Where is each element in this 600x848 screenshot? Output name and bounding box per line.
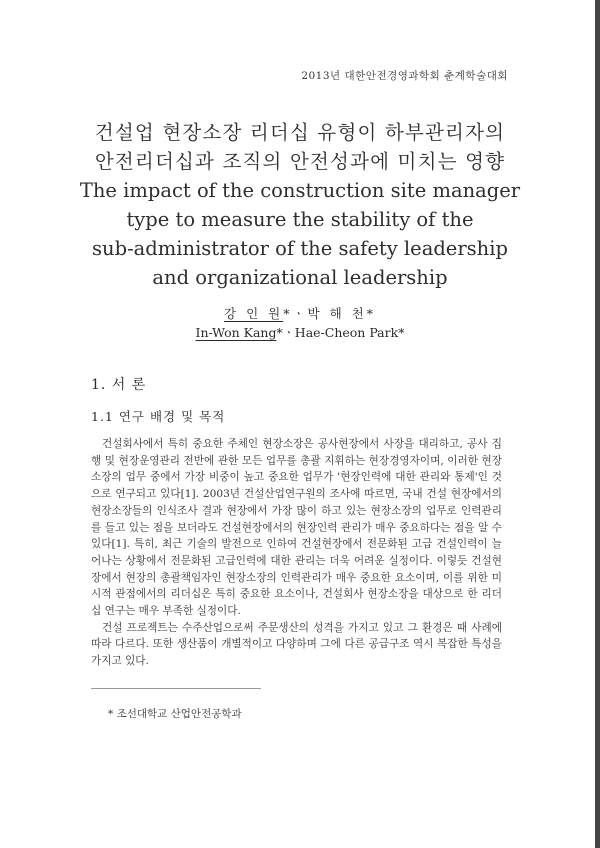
footnote-affiliation: * 조선대학교 산업안전공학과 bbox=[108, 708, 242, 720]
author-en-second: Hae-Cheon Park bbox=[294, 325, 399, 340]
page-edge-bar bbox=[595, 0, 600, 848]
author-ko-mark: * bbox=[366, 306, 376, 321]
author-ko-first: 강 인 원 bbox=[224, 306, 284, 321]
title-en-line-1: The impact of the construction site manager bbox=[79, 179, 521, 202]
author-ko-second: 박 해 천 bbox=[307, 306, 367, 321]
paragraph-1: 건설회사에서 특히 중요한 주체인 현장소장은 공사현장에서 사장을 대리하고, 공사 집행 및 현장운영관리 전반에 관한 모든 업무를 총괄 지휘하는 현장경영자이며, 이러한 현장소장의 업무 중에서 가장 비중이 높고 중요한 업무가 '현장인력에 대한 관리와 통제'인 것으로 연구되고 있다[1]. 2003년 건설산업연구원의 조사에 따르면, 국내 건설 현장에서의 현장소장들의 인식조사 결과 현장에서 가장 많이 하고 있는 현장소장의 업무로 인력관리를 들고 있는 점을 보더라도 건설현장에서의 현장인력 관리가 매우 중요하다는 점을 알 수 있다[1]. 특히, 최근 기술의 발전으로 인하여 건설현장에서 전문화된 고급 건설인력이 늘어나는 상황에서 전문화된 고급인력에 대한 관리는 더욱 어려운 실정이다. 이렇듯 건설현장에서 현장의 총괄책임자인 현장소장의 인력관리가 매우 중요한 요소이며, 이를 위한 미시적 관점에서의 리더십은 특히 중요한 요소이나, 건설회사 현장소장을 대상으로 한 리더십 연구는 매우 부족한 실정이다. bbox=[91, 438, 502, 618]
body-text bbox=[91, 436, 502, 670]
footnote-rule bbox=[91, 688, 261, 689]
title-ko-line-2: 안전리더십과 조직의 안전성과에 미치는 영향 bbox=[94, 150, 506, 173]
author-en-first: In-Won Kang bbox=[195, 325, 277, 340]
title-ko-line-1: 건설업 현장소장 리더십 유형이 하부관리자의 bbox=[94, 121, 506, 144]
running-header: 2013년 대한안전경영과학회 춘계학술대회 bbox=[301, 70, 508, 82]
title-en-line-3: sub-administrator of the safety leadership bbox=[92, 237, 508, 260]
paper-title bbox=[60, 118, 540, 292]
title-en-line-4: and organizational leadership bbox=[152, 266, 448, 289]
authors-ko bbox=[60, 304, 540, 323]
author-block bbox=[60, 304, 540, 342]
author-ko-separator: *ㆍ bbox=[283, 306, 308, 321]
section-heading-introduction: 1. 서 론 bbox=[91, 377, 147, 393]
author-en-separator: *ㆍ bbox=[276, 325, 295, 340]
author-en-mark: * bbox=[398, 325, 405, 340]
title-en-line-2: type to measure the stability of the bbox=[126, 208, 474, 231]
authors-en bbox=[60, 323, 540, 342]
paragraph-2: 건설 프로젝트는 수주산업으로써 주문생산의 성격을 가지고 있고 그 환경은 때 사례에 따라 다르다. 또한 생산품이 개별적이고 다양하며 그에 다른 공급구조 역시 복잡한 특성을 가지고 있다. bbox=[91, 621, 502, 668]
subsection-heading-background: 1.1 연구 배경 및 목적 bbox=[91, 409, 226, 424]
